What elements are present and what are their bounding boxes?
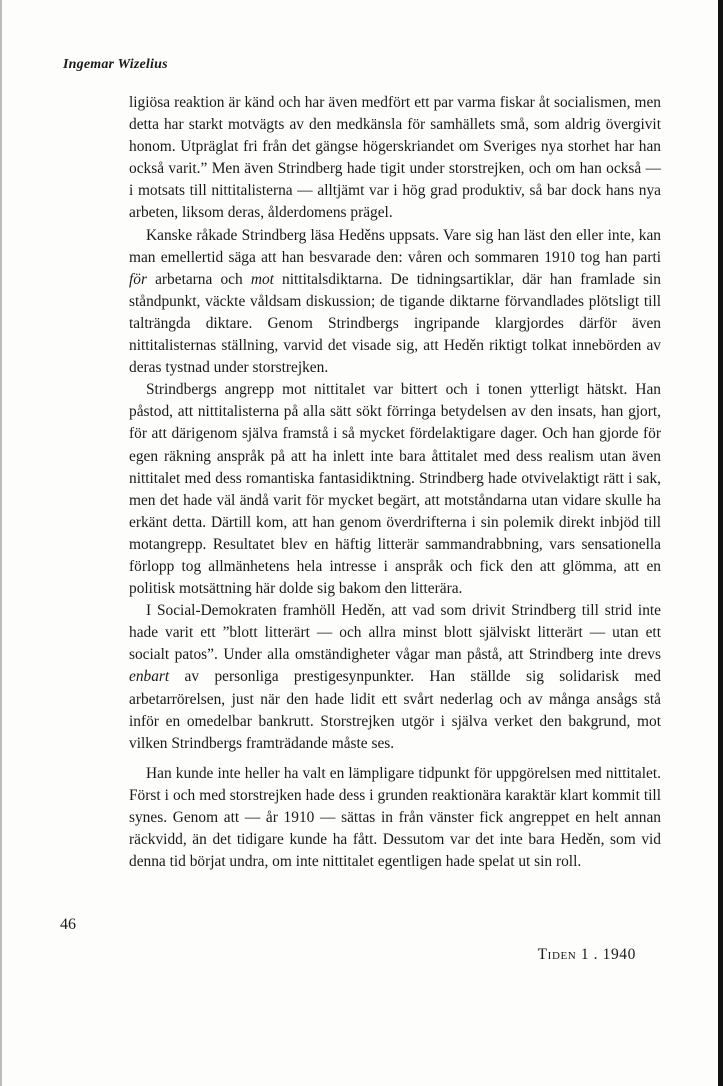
scan-border [718, 0, 723, 1086]
emphasis-mot: mot [250, 270, 274, 288]
paragraph-2-part-a: Kanske råkade Strindberg läsa Heděns uppsats. Vare sig han läst den eller inte, kan man emellertid säga att han besvarade den: våren och sommaren 1910 tog han parti [129, 226, 661, 266]
paragraph-1: ligiösa reaktion är känd och har även medfört ett par varma fiskar åt socialismen, men detta har starkt motvägts av den medkänsla för samhällets små, som aldrig övergivit honom. Utpräglat fri från det gängse högerskriandet om Sveriges nya storhet har han också varit.” Men även Strindberg hade tigit under storstrejken, och om han också — i motsats till nittitalisterna — alltjämt var i hög grad produktiv, så bar dock hans nya arbeten, liksom deras, ålderdomens prägel. [129, 94, 661, 222]
paragraph-3: Strindbergs angrepp mot nittitalet var bittert och i tonen ytterligt hätskt. Han påstod, att nittitalisterna på alla sätt sökt förringa betydelsen av den insats, han gjort, för att därigenom själva framstå i så mycket fördelaktigare dager. Och han gjorde för egen räkning anspråk på att ha inlett inte bara åttitalet med dess realism utan även nittitalet med dess romantiska fantasidiktning. Strindberg hade otvivelaktigt rätt i sak, men det hade väl ändå varit för mycket begärt, att motståndarna utan vidare skulle ha erkänt detta. Därtill kom, att han genom överdrifterna i sin polemik direkt inbjöd till motangrepp. Resultatet blev en häftig litterär sammandrabbning, vars sensationella förlopp tog allmänhetens hela intresse i anspråk och fick den att glömma, att en politisk motsättning här dolde sig bakom den litterära. [129, 381, 661, 598]
paragraph-2 [129, 225, 661, 380]
paragraph-5: Han kunde inte heller ha valt en lämpligare tidpunkt för uppgörelsen med nittitalet. Först i och med storstrejken hade dess i grunden reaktionära karaktär klart kommit till synes. Genom att — år 1910 — sättas in från vänster fick angreppet en helt annan räckvidd, än det tidigare kunde ha fått. Dessutom var det inte bara Heděn, som vid denna tid börjat undra, om inte nittitalet egentligen hade spelat ut sin roll. [129, 764, 661, 871]
paragraph-4 [129, 600, 661, 755]
emphasis-for: för [129, 270, 147, 288]
running-head: Ingemar Wizelius [63, 57, 168, 72]
paragraph-4-part-a: I Social-Demokraten framhöll Heděn, att vad som drivit Strindberg till strid inte hade varit ett ”blott litterärt — och allra minst blott själviskt litterärt — utan ett socialt patos”. Under alla omständigheter vågar man påstå, att Strindberg inte drevs [129, 602, 661, 664]
paragraph-2-part-b: arbetarna och [146, 270, 251, 288]
paragraph-4-part-b: av personliga prestigesynpunkter. Han ställde sig solidarisk med arbetarrörelsen, just när den hade lidit ett svårt nederlag och av många ansågs stå inför en omedelbar bankrutt. Storstrejken utgör i själva verket den bakgrund, mot vilken Strindbergs framträdande måste ses. [129, 668, 661, 752]
journal-footer: Tiden 1 . 1940 [537, 946, 636, 963]
emphasis-enbart: enbart [129, 668, 170, 686]
page-edge-shadow [0, 0, 2, 1086]
paragraph-2-part-c: nittitalsdiktarna. De tidningsartiklar, där han framlade sin ståndpunkt, väckte våldsam diskussion; de tigande diktarne förvandlades plötsligt till talträngda diktare. Genom Strindbergs ingripande klargjordes därför även nittitalisternas ställning, varvid det visade sig, att Heděn riktigt tolkat innebörden av deras tystnad under storstrejken. [129, 270, 661, 377]
article-body [129, 92, 661, 873]
page-number: 46 [60, 916, 76, 933]
